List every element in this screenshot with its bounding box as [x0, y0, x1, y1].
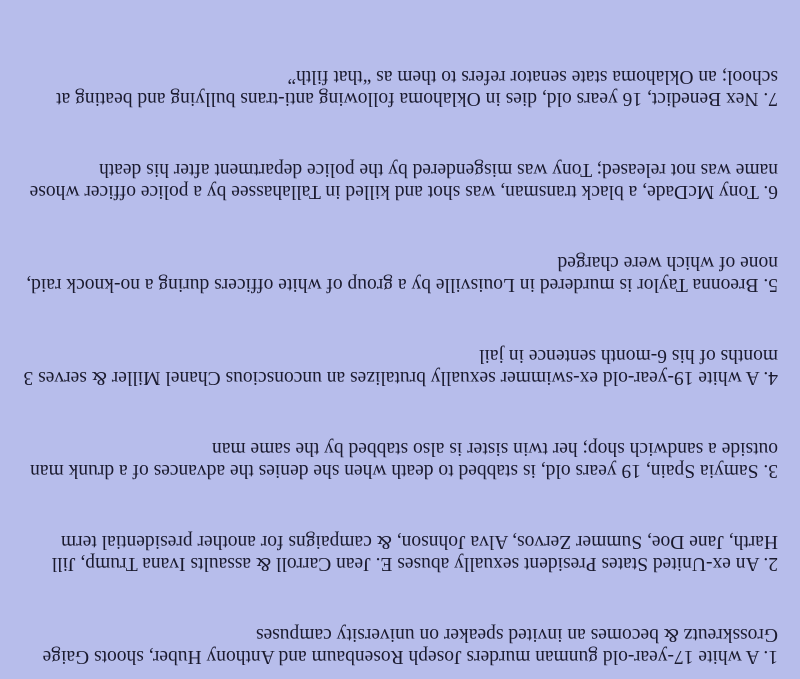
list-item-line-2: name was not released; Tony was misgendered by the police department after his death: [99, 159, 778, 180]
list-item-line-1: 6. Tony McDade, a black transman, was shot and killed in Tallahassee by a police officer whose: [29, 181, 778, 202]
list-item-line-1: 7. Nex Benedict, 16 years old, dies in Oklahoma following anti-trans bullying and beating at: [56, 88, 778, 109]
list-item: [18, 251, 778, 295]
numbered-list: [18, 16, 778, 667]
list-item-line-2: Grosskreutz & becomes an invited speaker on university campuses: [255, 624, 778, 645]
list-item-line-2: Harth, Jane Doe, Summer Zervos, Alva Johnson, & campaigns for another presidential term: [61, 531, 778, 552]
list-item-line-1: 5. Breonna Taylor is murdered in Louisville by a group of white officers during a no-knock raid,: [26, 274, 778, 295]
list-item-line-2: outside a sandwich shop; her twin sister is also stabbed by the same man: [212, 438, 778, 459]
list-item-line-2: school; an Oklahoma state senator refers to them as “that filth”: [287, 66, 778, 87]
list-item: [18, 623, 778, 667]
list-item: [18, 158, 778, 202]
list-item: [18, 65, 778, 109]
list-item: [18, 437, 778, 481]
list-item-line-1: 2. An ex-United States President sexually abuses E. Jean Carroll & assaults Ivana Trump, Jill: [51, 553, 778, 574]
list-item-line-1: 1. A white 17-year-old gunman murders Joseph Rosenbaum and Anthony Huber, shoots Gaige: [42, 646, 778, 667]
list-item: [18, 344, 778, 388]
list-item: [18, 530, 778, 574]
list-item-line-1: 3. Samyia Spain, 19 years old, is stabbed to death when she denies the advances of a drunk man: [30, 460, 778, 481]
list-item-line-1: 4. A white 19-year-old ex-swimmer sexually brutalizes an unconscious Chanel Miller & serves 3: [23, 367, 778, 388]
list-item-line-2: months of his 6-month sentence in jail: [479, 345, 778, 366]
list-item-line-2: none of which were charged: [557, 252, 778, 273]
